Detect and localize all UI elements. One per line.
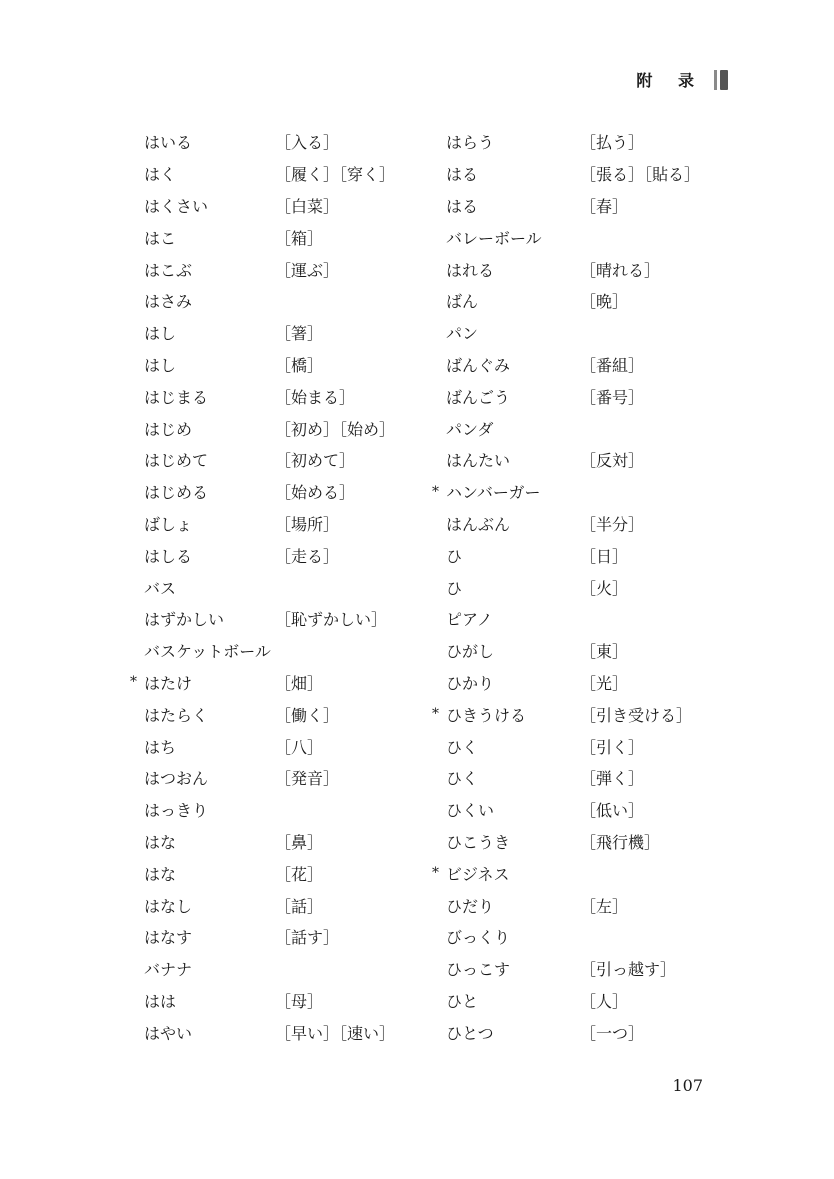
entry-kanji: ［走る］ — [275, 546, 340, 566]
entry-kanji: ［橋］ — [275, 355, 324, 375]
entry-kana: はたらく — [144, 705, 209, 725]
entry-kanji: ［箱］ — [275, 228, 324, 248]
entry-kana: ひがし — [446, 642, 495, 662]
entry-kana: ひこうき — [446, 832, 511, 852]
entry-kanji: ［低い］ — [580, 801, 645, 821]
entry-kana: はし — [144, 355, 177, 375]
header-title: 附 录 — [636, 71, 704, 90]
entry-kana: ひかり — [446, 673, 495, 693]
entry-kana: はく — [144, 165, 177, 185]
entry-kanji: ［晩］ — [580, 292, 629, 312]
header-bar-thick — [720, 70, 728, 90]
entry-kana: はんぶん — [446, 514, 511, 534]
entry-kana: はじめる — [144, 483, 209, 503]
entry-kana: ひく — [446, 737, 479, 757]
entry-kanji: ［人］ — [580, 991, 629, 1011]
entry-kana: はいる — [144, 133, 193, 153]
entry-kana: ひく — [446, 769, 479, 789]
entry-kanji: ［履く］［穿く］ — [275, 165, 396, 185]
entry-kanji: ［引っ越す］ — [580, 960, 677, 980]
entry-kanji: ［東］ — [580, 642, 629, 662]
entry-kana: はは — [144, 991, 177, 1011]
entry-kana: はなし — [144, 896, 193, 916]
entry-kana: はじまる — [144, 387, 209, 407]
header-bar-decoration — [714, 70, 728, 90]
entry-kanji: ［引き受ける］ — [580, 705, 693, 725]
entry-kanji: ［初めて］ — [275, 451, 356, 471]
page-number: 107 — [672, 1076, 703, 1095]
entry-kana: ひっこす — [446, 960, 511, 980]
entry-kana: はじめ — [144, 419, 193, 439]
entry-kana: びっくり — [446, 928, 511, 948]
entry-kana: はち — [144, 737, 177, 757]
entry-kana: はこぶ — [144, 260, 193, 280]
entry-kanji: ［鼻］ — [275, 832, 324, 852]
entry-kana: ひ — [446, 578, 463, 598]
entry-kanji: ［飛行機］ — [580, 832, 661, 852]
entry-kanji: ［始まる］ — [275, 387, 356, 407]
entry-kanji: ［払う］ — [580, 133, 645, 153]
entry-kana: ひ — [446, 546, 463, 566]
entry-kana: ひと — [446, 991, 479, 1011]
entry-kana: パンダ — [446, 419, 494, 439]
entry-kanji: ［母］ — [275, 991, 324, 1011]
entry-kana: はらう — [446, 133, 495, 153]
entry-kanji: ［半分］ — [580, 514, 645, 534]
entry-kana: ビジネス — [446, 864, 510, 884]
entry-kana: はなす — [144, 928, 193, 948]
entry-kanji: ［働く］ — [275, 705, 340, 725]
entry-kana: ひくい — [446, 801, 495, 821]
entry-kana: はたけ — [144, 673, 193, 693]
entry-kana: パン — [446, 324, 479, 344]
entry-kanji: ［晴れる］ — [580, 260, 661, 280]
entry-kana: はさみ — [144, 292, 193, 312]
entry-kana: ばしょ — [144, 514, 193, 534]
entry-kanji: ［左］ — [580, 896, 629, 916]
entry-star-mark: * — [432, 706, 439, 723]
entry-kana: ばん — [446, 292, 479, 312]
header-bar-thin — [714, 70, 717, 90]
entry-kanji: ［八］ — [275, 737, 324, 757]
entry-kanji: ［光］ — [580, 673, 629, 693]
entry-kanji: ［火］ — [580, 578, 629, 598]
entry-kanji: ［春］ — [580, 196, 629, 216]
entry-kanji: ［畑］ — [275, 673, 324, 693]
entry-kana: バス — [144, 578, 177, 598]
entry-kanji: ［早い］［速い］ — [275, 1023, 396, 1043]
page-header — [636, 68, 728, 91]
entry-kana: バレーボール — [446, 228, 542, 248]
entry-kana: はくさい — [144, 196, 209, 216]
entry-kana: はつおん — [144, 769, 209, 789]
entry-kana: はっきり — [144, 801, 209, 821]
entry-kana: はしる — [144, 546, 193, 566]
entry-kanji: ［引く］ — [580, 737, 645, 757]
entry-kanji: ［一つ］ — [580, 1023, 645, 1043]
entry-kanji: ［話す］ — [275, 928, 340, 948]
entry-kana: はれる — [446, 260, 495, 280]
entry-kanji: ［日］ — [580, 546, 629, 566]
entry-kana: ピアノ — [446, 610, 493, 630]
entry-kana: ひだり — [446, 896, 495, 916]
entry-kanji: ［始める］ — [275, 483, 356, 503]
entry-star-mark: * — [432, 865, 439, 882]
entry-kana: ひきうける — [446, 705, 527, 725]
entry-kana: ハンバーガー — [446, 483, 541, 503]
entry-kanji: ［発音］ — [275, 769, 340, 789]
entry-kana: はな — [144, 832, 177, 852]
entry-kanji: ［話］ — [275, 896, 324, 916]
entry-kana: はんたい — [446, 451, 511, 471]
entry-kanji: ［恥ずかしい］ — [275, 610, 388, 630]
entry-kana: はじめて — [144, 451, 209, 471]
entry-kana: バナナ — [144, 960, 193, 980]
entry-kana: バスケットボール — [144, 642, 271, 662]
entry-kanji: ［番号］ — [580, 387, 645, 407]
entry-star-mark: * — [130, 674, 137, 691]
entry-kanji: ［弾く］ — [580, 769, 645, 789]
entry-kanji: ［反対］ — [580, 451, 645, 471]
entry-kana: ばんごう — [446, 387, 511, 407]
entry-star-mark: * — [432, 483, 439, 500]
entry-kanji: ［入る］ — [275, 133, 340, 153]
entry-kana: はずかしい — [144, 610, 225, 630]
entry-kanji: ［運ぶ］ — [275, 260, 340, 280]
entry-kanji: ［白菜］ — [275, 196, 340, 216]
entry-kanji: ［初め］［始め］ — [275, 419, 396, 439]
entry-kana: ひとつ — [446, 1023, 494, 1043]
entry-kanji: ［場所］ — [275, 514, 340, 534]
entry-kana: はる — [446, 196, 479, 216]
entry-kana: ばんぐみ — [446, 355, 511, 375]
entry-kana: はやい — [144, 1023, 193, 1043]
entry-kanji: ［番組］ — [580, 355, 645, 375]
entry-kana: はな — [144, 864, 177, 884]
entry-kana: はる — [446, 165, 479, 185]
entry-kanji: ［花］ — [275, 864, 324, 884]
entry-kanji: ［箸］ — [275, 324, 324, 344]
entry-kana: はこ — [144, 228, 177, 248]
entry-kanji: ［張る］［貼る］ — [580, 165, 701, 185]
entry-kana: はし — [144, 324, 177, 344]
